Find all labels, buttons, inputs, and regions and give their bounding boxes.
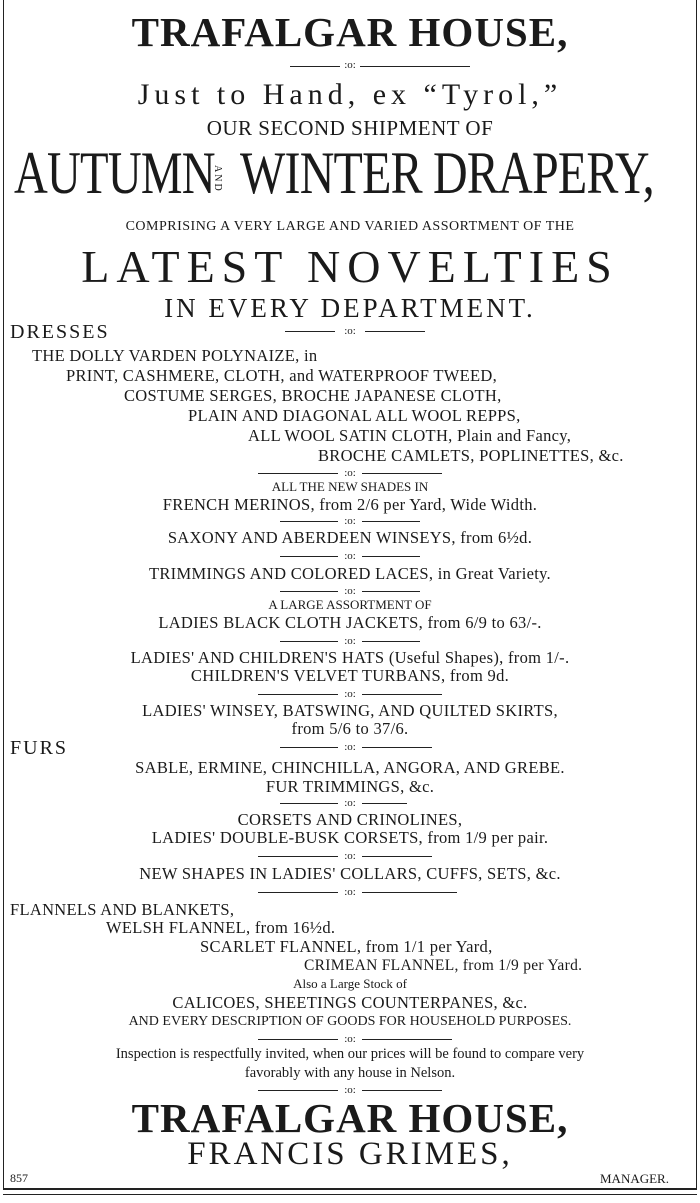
dresses-line-3: COSTUME SERGES, BROCHE JAPANESE CLOTH,	[124, 386, 502, 405]
rule	[360, 66, 470, 67]
footer-title: TRAFALGAR HOUSE,	[131, 1095, 569, 1141]
dresses-line-4: PLAIN AND DIAGONAL ALL WOOL REPPS,	[188, 406, 521, 425]
hats-line-1: LADIES' AND CHILDREN'S HATS (Useful Shapes), from 1/-.	[130, 648, 570, 667]
autumn-text: AUTUMN	[14, 140, 215, 206]
rule	[362, 892, 457, 893]
flannels-line-4: Also a Large Stock of	[293, 976, 407, 991]
separator: :o:	[344, 797, 356, 809]
flannels-line-3: CRIMEAN FLANNEL, from 1/9 per Yard.	[304, 957, 583, 974]
winseys-line: SAXONY AND ABERDEEN WINSEYS, from 6½d.	[167, 528, 533, 547]
separator: :o:	[344, 1084, 356, 1096]
rule	[258, 1090, 338, 1091]
rule	[362, 556, 420, 557]
hats-line-2: CHILDREN'S VELVET TURBANS, from 9d.	[190, 666, 510, 685]
bottom-rule	[3, 1188, 697, 1190]
rule	[362, 694, 442, 695]
in-every-department: IN EVERY DEPARTMENT.	[164, 293, 536, 323]
rule	[290, 66, 340, 67]
jackets-line-2: LADIES BLACK CLOTH JACKETS, from 6/9 to 63/-.	[158, 613, 542, 632]
flannels-line-5: CALICOES, SHEETINGS COUNTERPANES, &c.	[172, 993, 528, 1012]
separator: :o:	[344, 325, 356, 337]
rule	[362, 856, 432, 857]
collars-line: NEW SHAPES IN LADIES' COLLARS, CUFFS, SETS, &c.	[139, 864, 561, 883]
and-vertical-text: AND	[212, 165, 223, 193]
rule	[258, 473, 338, 474]
separator: :o:	[344, 550, 356, 562]
rule	[362, 747, 432, 748]
second-shipment: OUR SECOND SHIPMENT OF	[206, 116, 494, 140]
skirts-line-2: from 5/6 to 37/6.	[291, 719, 409, 738]
rule	[280, 556, 338, 557]
flannels-heading: FLANNELS AND BLANKETS,	[10, 900, 235, 919]
separator: :o:	[344, 585, 356, 597]
bottom-rule-thin	[3, 1194, 697, 1195]
furs-line-2: FUR TRIMMINGS, &c.	[265, 777, 435, 796]
corsets-line-1: CORSETS AND CRINOLINES,	[237, 810, 463, 829]
separator: :o:	[344, 515, 356, 527]
rule	[362, 1039, 452, 1040]
manager-label: MANAGER.	[600, 1171, 669, 1186]
just-to-hand: Just to Hand, ex “Tyrol,”	[137, 78, 563, 111]
rule	[280, 521, 338, 522]
winter-drapery-text: WINTER DRAPERY,	[240, 140, 654, 206]
rule	[280, 591, 338, 592]
rule	[280, 747, 338, 748]
dresses-line-6: BROCHE CAMLETS, POPLINETTES, &c.	[318, 446, 624, 465]
shades-line-1: ALL THE NEW SHADES IN	[271, 479, 429, 494]
rule	[362, 1090, 442, 1091]
rule	[362, 473, 442, 474]
jackets-line-1: A LARGE ASSORTMENT OF	[268, 597, 432, 612]
rule	[258, 1039, 338, 1040]
rule	[258, 856, 338, 857]
flannels-line-1: WELSH FLANNEL, from 16½d.	[106, 918, 336, 937]
flannels-line-6: AND EVERY DESCRIPTION OF GOODS FOR HOUSEHOLD PURPOSES.	[128, 1014, 572, 1029]
rule	[362, 591, 420, 592]
furs-heading: FURS	[10, 737, 69, 759]
separator: :o:	[344, 741, 356, 753]
rule	[362, 803, 407, 804]
comprising-text: COMPRISING A VERY LARGE AND VARIED ASSORTMENT OF THE	[125, 219, 575, 234]
inspection-line-1: Inspection is respectfully invited, when our prices will be found to compare very	[115, 1046, 585, 1062]
rule	[280, 803, 338, 804]
rule	[280, 641, 338, 642]
separator: :o:	[344, 635, 356, 647]
separator: :o:	[344, 850, 356, 862]
rule	[258, 694, 338, 695]
furs-line-1: SABLE, ERMINE, CHINCHILLA, ANGORA, AND GREBE.	[135, 758, 565, 777]
separator: :o:	[344, 467, 356, 479]
trimmings-line: TRIMMINGS AND COLORED LACES, in Great Variety.	[149, 564, 551, 583]
latest-novelties: LATEST NOVELTIES	[81, 241, 619, 292]
corsets-line-2: LADIES' DOUBLE-BUSK CORSETS, from 1/9 per pair.	[151, 828, 549, 847]
skirts-line-1: LADIES' WINSEY, BATSWING, AND QUILTED SKIRTS,	[142, 701, 558, 720]
dresses-heading: DRESSES	[10, 321, 110, 343]
shades-line-2: FRENCH MERINOS, from 2/6 per Yard, Wide Width.	[162, 495, 538, 514]
dresses-line-5: ALL WOOL SATIN CLOTH, Plain and Fancy,	[248, 426, 572, 445]
rule	[362, 521, 420, 522]
dresses-line-2: PRINT, CASHMERE, CLOTH, and WATERPROOF TWEED,	[66, 366, 498, 385]
ad-reference-number: 857	[10, 1171, 28, 1185]
separator: :o:	[344, 886, 356, 898]
separator: :o:	[344, 688, 356, 700]
page-title: TRAFALGAR HOUSE,	[131, 9, 569, 55]
rule	[258, 892, 338, 893]
rule	[362, 641, 420, 642]
rule	[365, 331, 425, 332]
separator: :o:	[344, 59, 356, 71]
manager-name: FRANCIS GRIMES,	[187, 1136, 513, 1172]
dresses-line-1: THE DOLLY VARDEN POLYNAIZE, in	[32, 346, 318, 365]
flannels-line-2: SCARLET FLANNEL, from 1/1 per Yard,	[200, 937, 493, 956]
separator: :o:	[344, 1033, 356, 1045]
inspection-line-2: favorably with any house in Nelson.	[244, 1065, 456, 1081]
